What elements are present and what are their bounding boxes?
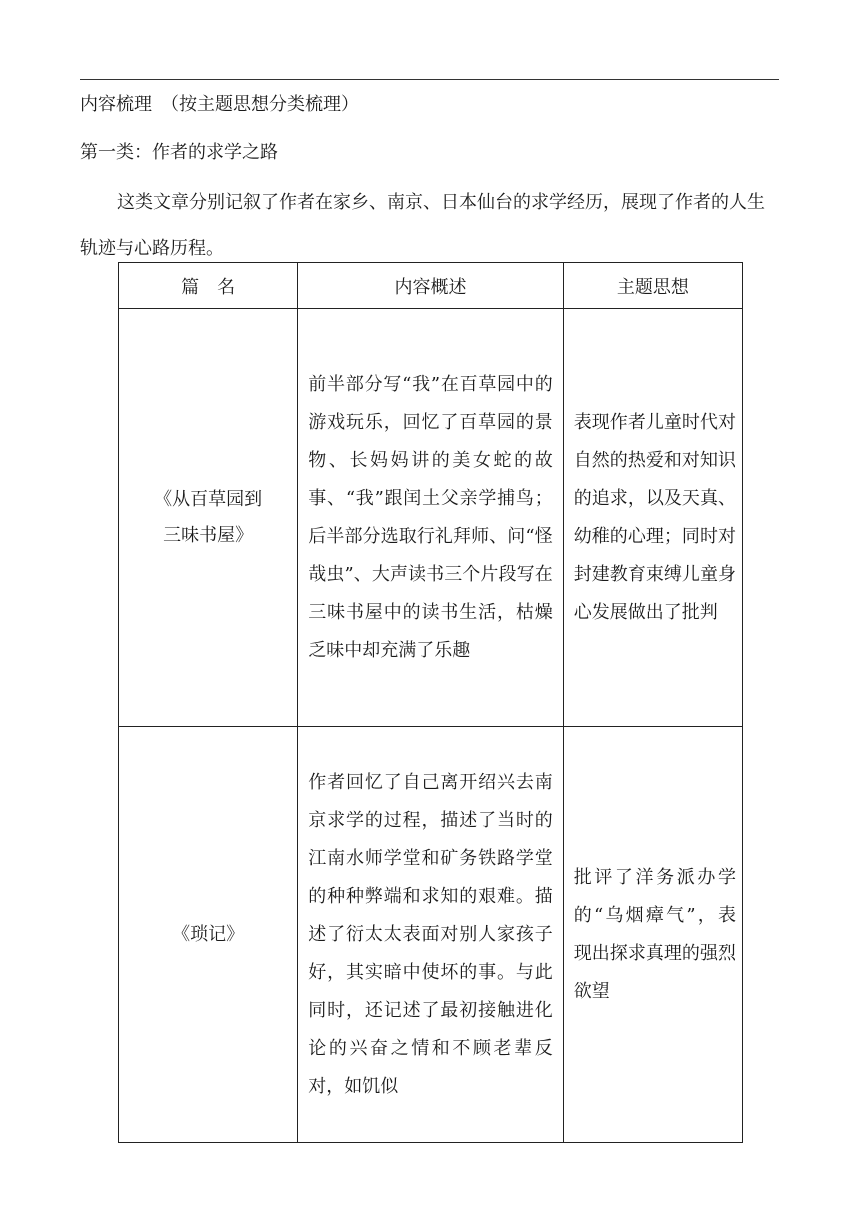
work-title-line: 《从百草园到 bbox=[154, 488, 263, 510]
table-row bbox=[119, 309, 743, 727]
header-theme: 主题思想 bbox=[563, 263, 742, 309]
theme-cell: 表现作者儿童时代对自然的热爱和对知识的追求，以及天真、幼稚的心理；同时对封建教育束缚儿童身心发展做出了批判 bbox=[563, 309, 742, 727]
work-title-line: 三味书屋》 bbox=[163, 524, 254, 546]
work-title-line: 《琐记》 bbox=[172, 923, 245, 945]
table-row bbox=[119, 727, 743, 1143]
header-content: 内容概述 bbox=[298, 263, 563, 309]
header-title: 篇 名 bbox=[119, 263, 298, 309]
intro-paragraph: 这类文章分别记叙了作者在家乡、南京、日本仙台的求学经历，展现了作者的人生轨迹与心路历程。 bbox=[80, 192, 765, 259]
theme-cell: 批评了洋务派办学的“乌烟瘴气”，表现出探求真理的强烈欲望 bbox=[563, 727, 742, 1143]
content-summary-cell: 前半部分写“我”在百草园中的游戏玩乐，回忆了百草园的景物、长妈妈讲的美女蛇的故事、“我”跟闰土父亲学捕鸟；后半部分选取行礼拜师、问“怪哉虫”、大声读书三个片段写在三味书屋中的读书生活，枯燥乏味中却充满了乐趣 bbox=[298, 309, 563, 727]
top-rule bbox=[80, 79, 779, 80]
work-title-cell bbox=[119, 727, 298, 1143]
content-summary-cell: 作者回忆了自己离开绍兴去南京求学的过程，描述了当时的江南水师学堂和矿务铁路学堂的种种弊端和求知的艰难。描述了衍太太表面对别人家孩子好，其实暗中使坏的事。与此同时，还记述了最初接触进化论的兴奋之情和不顾老辈反对，如饥似 bbox=[298, 727, 563, 1143]
work-title-cell bbox=[119, 309, 298, 727]
category-heading: 第一类：作者的求学之路 bbox=[80, 142, 278, 163]
section-heading: 内容梳理 （按主题思想分类梳理） bbox=[80, 94, 359, 115]
summary-table bbox=[118, 262, 743, 1143]
table-header-row bbox=[119, 263, 743, 309]
